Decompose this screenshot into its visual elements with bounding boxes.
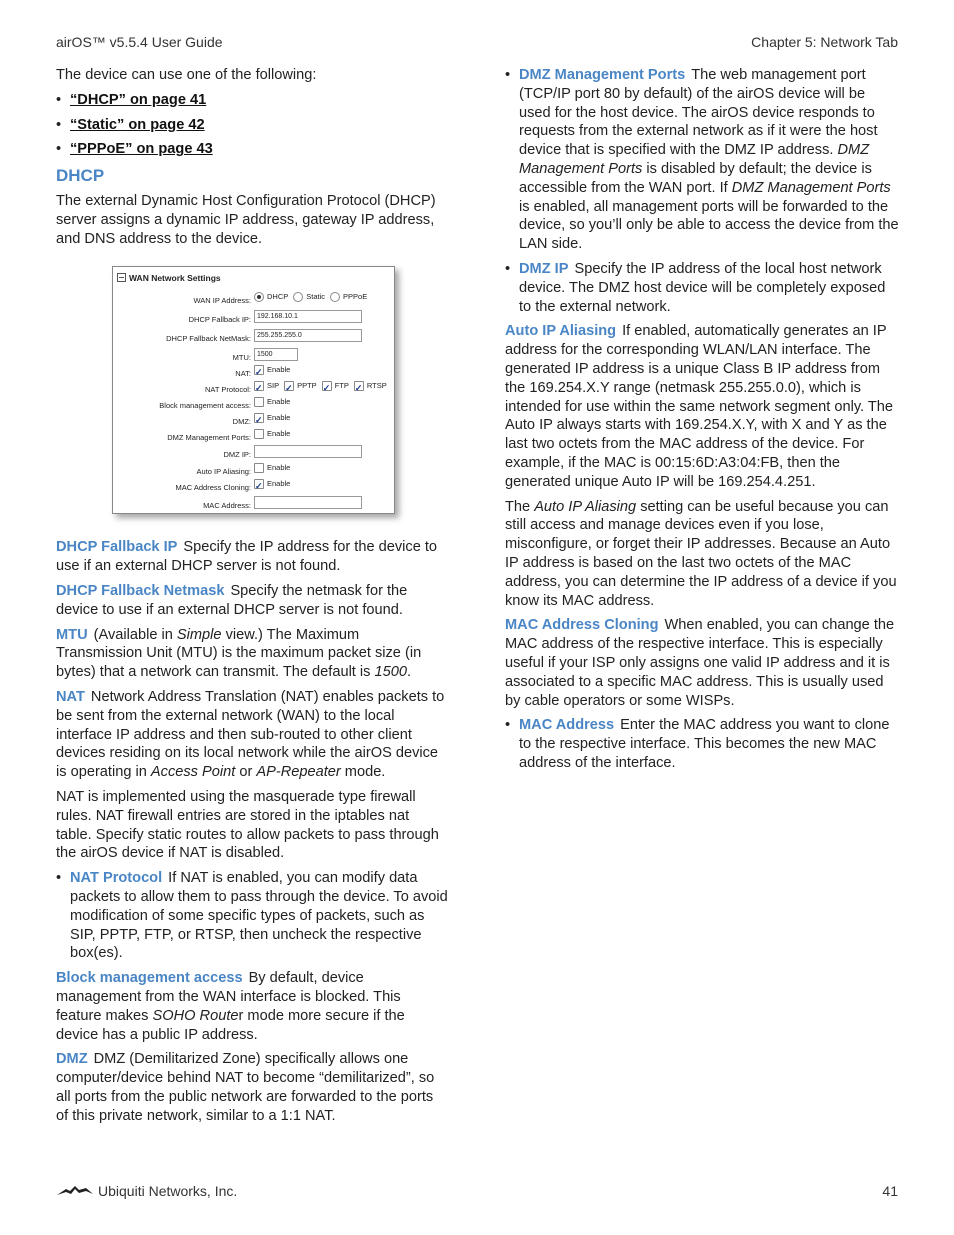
radio-dhcp[interactable] — [254, 292, 264, 302]
row-auto-ip — [113, 461, 394, 475]
label-mtu: MTU: — [232, 353, 251, 363]
text-mtu: view.) The Maximum Transmission Unit (MTU) is the maximum packet size (in bytes) that a network can transmit. The default is — [56, 626, 422, 681]
para-mac-cloning — [505, 616, 899, 710]
list-item — [505, 260, 899, 316]
radio-static[interactable] — [293, 292, 303, 302]
auto-ip-checkbox[interactable] — [254, 463, 264, 473]
text-fallback-ip: Specify the IP address for the device to use if an external DHCP server is not found. — [56, 539, 438, 575]
mac-cloning-checkbox[interactable] — [254, 479, 264, 489]
dmz-checkbox[interactable] — [254, 413, 264, 423]
text-mac-address: Enter the MAC address you want to clone to the respective interface. This becomes the new MAC address of the interface. — [519, 717, 890, 771]
list-item — [56, 140, 448, 159]
ftp-checkbox[interactable] — [322, 381, 332, 391]
protocol-label: RTSP — [366, 380, 387, 390]
fallback-ip-input[interactable]: 192.168.10.1 — [254, 310, 362, 323]
label-auto-ip: Auto IP Aliasing: — [196, 467, 251, 477]
label-dmz: DMZ: — [232, 417, 251, 427]
para-fallback-ip — [56, 538, 448, 576]
term-block-management: Block management access — [56, 970, 243, 987]
text-block-management: r mode more secure if the device has a public IP address. — [56, 1007, 405, 1043]
term-dmz: DMZ — [56, 1051, 88, 1068]
text-auto-ip-2: The — [505, 498, 535, 515]
fallback-netmask-input[interactable]: 255.255.255.0 — [254, 329, 362, 342]
radio-label: PPPoE — [343, 291, 368, 301]
text-mtu-italic: Simple — [176, 626, 222, 643]
mac-address-input[interactable] — [254, 496, 362, 509]
collapse-icon — [117, 273, 126, 282]
para-auto-ip — [505, 322, 899, 491]
text-auto-ip: If enabled, automatically generates an IP address for the corresponding WLAN/LAN interface. The generated IP address is a unique Class B IP address from the 169.254.X.Y range (netmask 255.255.0.0), which is intended for use within the same network segment only. The Auto IP always starts with 169.254.X.Y, with X and Y as the last two octets from the MAC address of the device. For example, if the MAC is 00:15:6D:A3:04:FB, then the generated unique Auto IP will be 169.254.4.251. — [505, 323, 894, 490]
protocol-label: FTP — [334, 380, 349, 390]
page-number: 41 — [882, 1183, 898, 1199]
label-fallback-netmask: DHCP Fallback NetMask: — [166, 334, 251, 344]
link-pppoe[interactable]: “PPPoE” on page 43 — [70, 141, 213, 158]
term-mac-cloning: MAC Address Cloning — [505, 617, 659, 634]
para-nat — [56, 688, 448, 782]
header-chapter: Chapter 5: Network Tab — [751, 34, 898, 50]
row-wan-ip — [113, 290, 394, 304]
text-mtu-default: 1500 — [374, 664, 407, 681]
para-mtu — [56, 626, 448, 682]
right-column — [505, 66, 899, 779]
term-dmz-ip: DMZ IP — [519, 260, 569, 277]
nat-protocol-list — [56, 869, 448, 963]
enable-label: Enable — [267, 478, 291, 488]
text-nat-italic: Access Point — [150, 764, 236, 781]
row-dmz-ip — [113, 444, 394, 458]
text-dmz-mgmt-italic: DMZ Management Ports — [731, 179, 891, 196]
list-item — [56, 869, 448, 963]
enable-label: Enable — [267, 428, 291, 438]
label-nat-protocol: NAT Protocol: — [205, 385, 251, 395]
enable-label: Enable — [267, 462, 291, 472]
row-dmz-mgmt-ports — [113, 427, 394, 441]
label-mac-address: MAC Address: — [203, 501, 251, 511]
text-dmz: DMZ (Demilitarized Zone) specifically allows one computer/device behind NAT to become “demilitarized”, so all ports from the public network are forwarded to the ports of this private network, similar to a 1:1 NAT. — [56, 1051, 435, 1124]
dhcp-intro: The external Dynamic Host Configuration Protocol (DHCP) server assigns a dynamic IP address, gateway IP address, and DNS address to the device. — [56, 192, 436, 247]
row-mtu — [113, 347, 394, 361]
label-nat: NAT: — [235, 369, 251, 379]
text-fallback-netmask: Specify the netmask for the device to use if an external DHCP server is not found. — [56, 582, 408, 618]
dmz-mgmt-ports-checkbox[interactable] — [254, 429, 264, 439]
text-dmz-mgmt-italic: DMZ Management Ports — [519, 142, 870, 177]
term-mac-address: MAC Address — [519, 717, 615, 734]
list-item — [505, 716, 899, 772]
text-nat: or — [235, 764, 257, 781]
dmz-sub-list — [505, 66, 899, 316]
text-block-management: By default, device management from the WAN interface is blocked. This feature makes — [56, 970, 401, 1024]
dmz-ip-input[interactable] — [254, 445, 362, 458]
text-nat-italic: AP-Repeater — [256, 764, 341, 781]
list-item — [505, 66, 899, 254]
enable-label: Enable — [267, 412, 291, 422]
link-static[interactable]: “Static” on page 42 — [70, 116, 205, 133]
text-mac-cloning: When enabled, you can change the MAC address of the respective interface. This is especially useful if your ISP only assigns one valid IP address and it is associated to a specific MAC address. This is usually used by cable operators or some WISPs. — [505, 617, 895, 709]
section-title-dhcp: DHCP — [56, 166, 105, 186]
list-item — [56, 91, 448, 110]
row-nat-protocol — [113, 379, 394, 393]
intro-text: The device can use one of the following: — [56, 67, 317, 83]
enable-label: Enable — [267, 396, 291, 406]
footer-company-text: Ubiquiti Networks, Inc. — [98, 1183, 238, 1199]
text-auto-ip-italic: Auto IP Aliasing — [534, 498, 637, 515]
block-management-checkbox[interactable] — [254, 397, 264, 407]
figure-title-text: WAN Network Settings — [129, 273, 221, 284]
term-auto-ip: Auto IP Aliasing — [505, 323, 617, 340]
protocol-label: SIP — [267, 380, 280, 390]
label-dmz-mgmt-ports: DMZ Management Ports: — [167, 433, 251, 443]
text-dmz-mgmt-ports: is disabled by default; the device is accessible from the WAN port. If — [519, 160, 872, 196]
para-nat-2: NAT is implemented using the masquerade type firewall rules. NAT firewall entries are stored in the iptables nat table. Specify static routes to allow packets to pass through the airOS device if NAT is disabled. — [56, 788, 439, 862]
row-fallback-netmask — [113, 328, 394, 342]
term-nat: NAT — [56, 688, 85, 705]
text-dmz-mgmt-ports: The web management port (TCP/IP port 80 by default) of the airOS device will be used for the host device. The airOS device responds to requests from the external network as if it were the host device that is specified with the DMZ IP address. — [519, 67, 878, 159]
sip-checkbox[interactable] — [254, 381, 264, 391]
text-dmz-mgmt-ports: is enabled, all management ports will be forwarded to the device, so you’ll only be able to access the device from the LAN side. — [519, 198, 899, 253]
para-block-management — [56, 969, 448, 1044]
ubiquiti-logo-icon — [56, 1185, 94, 1197]
term-mtu: MTU — [56, 626, 88, 643]
text-nat-protocol: If NAT is enabled, you can modify data packets to allow them to pass through the device. To avoid modification of some specific types of packets, such as SIP, PPTP, FTP, or RTSP, then uncheck the respective box(es). — [70, 870, 448, 962]
row-nat — [113, 363, 394, 377]
radio-label: DHCP — [267, 291, 289, 301]
wan-settings-figure — [112, 266, 395, 514]
row-mac-address — [113, 495, 394, 509]
label-dmz-ip: DMZ IP: — [223, 450, 251, 460]
mtu-input[interactable]: 1500 — [254, 348, 298, 361]
text-nat: mode. — [340, 764, 386, 781]
radio-label: Static — [306, 291, 326, 301]
para-fallback-netmask — [56, 582, 448, 620]
term-nat-protocol: NAT Protocol — [70, 870, 163, 887]
text-block-italic: SOHO Route — [152, 1007, 239, 1024]
text-mtu: (Available in — [93, 626, 177, 643]
link-dhcp[interactable]: “DHCP” on page 41 — [70, 91, 207, 108]
radio-pppoe[interactable] — [330, 292, 340, 302]
left-column — [56, 66, 448, 1131]
label-mac-cloning: MAC Address Cloning: — [175, 483, 251, 493]
row-block-management — [113, 395, 394, 409]
text-nat: Network Address Translation (NAT) enables packets to be sent from the external network (WAN) to the local interface IP address and then sub-routed to other client devices residing on its local network while the airOS device is operating in — [56, 688, 445, 781]
method-links — [56, 91, 448, 159]
term-fallback-ip: DHCP Fallback IP — [56, 539, 178, 556]
rtsp-checkbox[interactable] — [354, 381, 364, 391]
term-fallback-netmask: DHCP Fallback Netmask — [56, 582, 225, 599]
term-dmz-mgmt-ports: DMZ Management Ports — [519, 67, 686, 83]
header-title: airOS™ v5.5.4 User Guide — [56, 34, 223, 50]
row-mac-cloning — [113, 477, 394, 491]
enable-label: Enable — [267, 364, 291, 374]
para-auto-ip-2 — [505, 498, 899, 611]
row-dmz — [113, 411, 394, 425]
nat-checkbox[interactable] — [254, 365, 264, 375]
row-fallback-ip — [113, 309, 394, 323]
para-dmz — [56, 1050, 448, 1125]
label-fallback-ip: DHCP Fallback IP: — [188, 315, 251, 325]
mac-sub-list — [505, 716, 899, 772]
footer-company — [56, 1183, 237, 1199]
label-wan-ip: WAN IP Address: — [193, 296, 251, 306]
figure-title — [117, 269, 221, 288]
list-item — [56, 116, 448, 135]
text-dmz-ip: Specify the IP address of the local host network device. The DMZ host device will be completely exposed to the external network. — [519, 260, 886, 315]
pptp-checkbox[interactable] — [284, 381, 294, 391]
label-block-management: Block management access: — [159, 401, 251, 411]
text-mtu: . — [406, 664, 412, 681]
text-auto-ip-2: setting can be useful because you can still access and manage devices even if you lose, misconfigure, or forget their IP addresses. Because an Auto IP address is based on the last two octets of the MAC address, you can determine the IP address of a device if you know its MAC address. — [505, 498, 897, 609]
protocol-label: PPTP — [297, 380, 317, 390]
